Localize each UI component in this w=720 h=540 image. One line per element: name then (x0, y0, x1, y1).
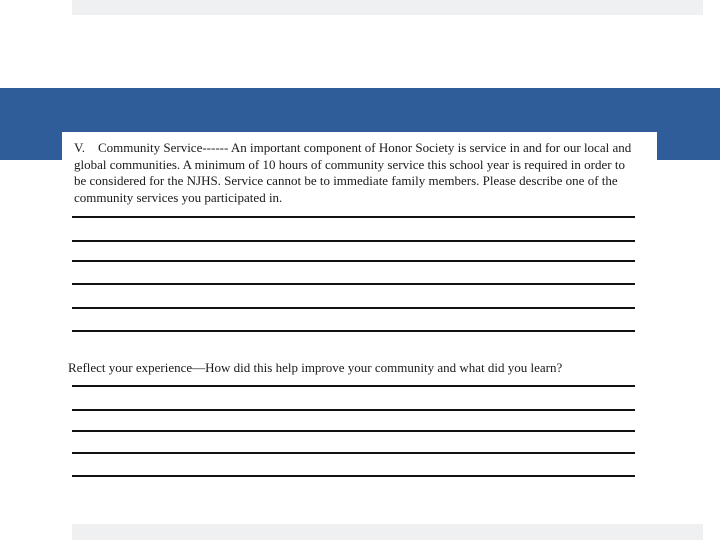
document-page (62, 132, 657, 492)
bottom-gray-strip (72, 524, 703, 540)
section-number: V. (74, 140, 85, 155)
reflection-line[interactable] (72, 430, 635, 432)
answer-line[interactable] (72, 240, 635, 242)
answer-line[interactable] (72, 260, 635, 262)
reflect-prompt: Reflect your experience—How did this help improve your community and what did you learn? (68, 360, 563, 375)
reflection-line[interactable] (72, 452, 635, 454)
answer-line[interactable] (72, 216, 635, 218)
answer-line[interactable] (72, 307, 635, 309)
answer-line[interactable] (72, 283, 635, 285)
reflection-line[interactable] (72, 475, 635, 477)
community-service-prompt (74, 140, 634, 206)
reflection-line[interactable] (72, 385, 635, 387)
answer-line[interactable] (72, 330, 635, 332)
top-gray-strip (72, 0, 703, 15)
reflection-line[interactable] (72, 409, 635, 411)
section-prompt-text: Community Service------ An important component of Honor Society is service in and for our local and global communities. A minimum of 10 hours of community service this school year is required in order to be considered for the NJHS. Service cannot be to immediate family members. Please describe one of the community services you participated in. (74, 140, 632, 205)
